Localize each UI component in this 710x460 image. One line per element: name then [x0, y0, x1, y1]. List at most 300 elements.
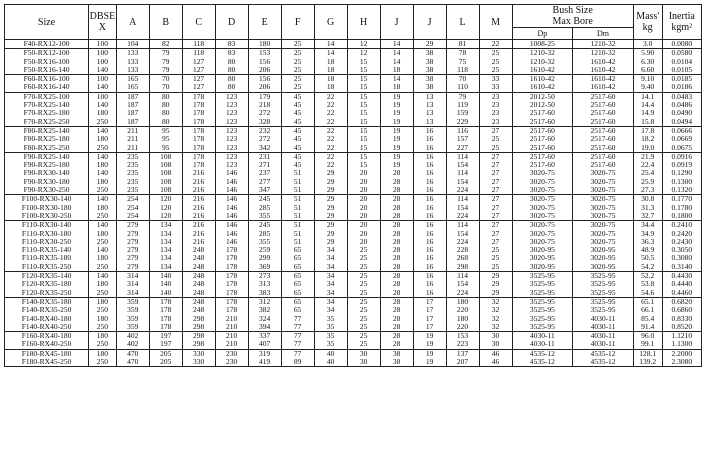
cell-value: 140	[96, 100, 109, 110]
value-cell	[573, 221, 634, 272]
cell-value: 4535-12	[590, 349, 616, 358]
size-cell	[5, 49, 89, 75]
cell-value: 369	[259, 261, 271, 271]
cell-value: 25	[491, 261, 500, 271]
cell-value: 140	[160, 287, 172, 297]
cell-value: 179	[259, 92, 271, 101]
cell-value: 133	[127, 64, 139, 74]
cell-value: 180	[96, 279, 109, 289]
cell-value: 15	[359, 108, 368, 118]
value-cell	[347, 297, 380, 331]
cell-value: 18	[326, 74, 335, 84]
cell-value: 134	[160, 261, 172, 271]
cell-value: 134	[160, 236, 172, 246]
cell-value: 3525-95	[529, 313, 555, 323]
cell-value: 20	[359, 185, 368, 195]
cell-value: 20	[359, 202, 368, 212]
cell-value: 96.0	[641, 331, 655, 341]
value-cell	[380, 195, 413, 221]
value-cell	[248, 152, 281, 194]
cell-value: F100-RX30-180	[21, 202, 72, 212]
value-cell	[479, 40, 512, 49]
cell-value: 100	[96, 74, 109, 84]
cell-value: 123	[226, 92, 238, 101]
cell-value: 77	[293, 321, 302, 331]
value-cell	[116, 75, 149, 93]
cell-value: F50-RX16-140	[23, 64, 70, 74]
cell-value: 3020-75	[529, 202, 555, 212]
cell-value: 54.6	[641, 287, 655, 297]
cell-value: 16	[425, 185, 434, 195]
value-cell	[413, 297, 446, 331]
cell-value: 180	[96, 108, 109, 118]
cell-value: 3525-95	[590, 297, 616, 306]
header-dbse-sub: X	[98, 22, 106, 33]
cell-value: 1610-42	[529, 64, 555, 74]
cell-value: 180	[96, 313, 109, 323]
cell-value: 154	[456, 202, 469, 212]
value-cell	[116, 272, 149, 298]
cell-value: 314	[127, 271, 139, 281]
cell-value: 1.1300	[671, 339, 693, 349]
cell-value: 140	[96, 245, 109, 255]
cell-value: 178	[226, 245, 238, 255]
cell-value: 134	[160, 253, 172, 263]
cell-value: 3020-75	[529, 220, 555, 230]
cell-value: 279	[127, 220, 139, 230]
cell-value: 46	[491, 349, 500, 358]
value-cell	[662, 40, 701, 49]
header-dm: Dm	[573, 28, 634, 40]
cell-value: 28	[392, 313, 401, 323]
cell-value: 32	[491, 313, 500, 323]
cell-value: F120-RX35-250	[21, 287, 72, 297]
cell-value: 45	[293, 152, 302, 161]
cell-value: 28	[392, 220, 401, 230]
cell-value: 248	[193, 245, 205, 255]
cell-value: 140	[96, 271, 109, 281]
cell-value: 79	[458, 92, 467, 101]
value-cell	[89, 297, 117, 331]
table-row-group	[5, 75, 702, 93]
cell-value: 120	[160, 202, 172, 212]
cell-value: 197	[160, 339, 172, 349]
cell-value: 30	[491, 331, 500, 341]
cell-value: F160-RX40-180	[21, 331, 72, 341]
cell-value: 154	[456, 228, 469, 238]
size-cell	[5, 297, 89, 331]
cell-value: 81	[458, 39, 467, 48]
cell-value: 3020-75	[529, 194, 555, 204]
cell-value: F70-RX25-180	[23, 108, 70, 118]
value-cell	[248, 221, 281, 272]
cell-value: 28	[392, 321, 401, 331]
cell-value: 146	[226, 185, 238, 195]
size-cell	[5, 332, 89, 350]
cell-value: 25	[491, 134, 500, 144]
cell-value: 140	[160, 279, 172, 289]
cell-value: 123	[226, 108, 238, 118]
cell-value: 298	[193, 331, 205, 341]
cell-value: 16	[425, 134, 434, 144]
cell-value: 35	[326, 331, 335, 341]
value-cell	[573, 49, 634, 75]
cell-value: 25	[359, 261, 368, 271]
cell-value: 51	[293, 210, 302, 220]
cell-value: 46	[491, 356, 500, 366]
cell-value: 25	[293, 82, 302, 92]
value-cell	[281, 221, 314, 272]
cell-value: 0.4430	[671, 271, 693, 281]
cell-value: 2517-60	[590, 116, 616, 126]
cell-value: 45	[293, 116, 302, 126]
cell-value: 178	[193, 92, 205, 101]
cell-value: 14	[392, 39, 401, 48]
cell-value: 3020-95	[590, 245, 616, 255]
cell-value: 187	[127, 108, 139, 118]
cell-value: 2517-60	[590, 100, 616, 110]
cell-value: 207	[456, 356, 469, 366]
cell-value: 36.3	[641, 236, 655, 246]
cell-value: 22	[326, 126, 335, 135]
cell-value: 178	[226, 253, 238, 263]
cell-value: F160-RX40-250	[21, 339, 72, 349]
cell-value: 178	[226, 261, 238, 271]
value-cell	[248, 75, 281, 93]
cell-value: 19	[392, 160, 401, 170]
cell-value: 25	[293, 74, 302, 84]
value-cell	[380, 49, 413, 75]
size-cell	[5, 75, 89, 93]
value-cell	[512, 272, 573, 298]
cell-value: 1610-42	[590, 56, 616, 66]
cell-value: 0.0666	[671, 126, 693, 135]
cell-value: 53.8	[641, 279, 655, 289]
cell-value: 123	[226, 134, 238, 144]
cell-value: 118	[193, 48, 205, 58]
cell-value: 140	[96, 168, 109, 178]
cell-value: 23	[491, 100, 500, 110]
cell-value: 30	[359, 349, 368, 358]
cell-value: 19	[392, 134, 401, 144]
cell-value: 27.3	[641, 185, 655, 195]
value-cell	[149, 221, 182, 272]
cell-value: F90-RX25-180	[23, 160, 70, 170]
cell-value: 123	[226, 116, 238, 126]
cell-value: 3020-75	[590, 176, 616, 186]
cell-value: 14	[326, 48, 335, 58]
cell-value: 25	[293, 56, 302, 66]
cell-value: 0.0185	[671, 74, 693, 84]
cell-value: 2517-60	[590, 126, 616, 135]
cell-value: 0.1320	[671, 185, 693, 195]
cell-value: 3020-75	[590, 185, 616, 195]
cell-value: 19	[392, 152, 401, 161]
value-cell	[479, 152, 512, 194]
cell-value: 29	[491, 287, 500, 297]
cell-value: 180	[259, 39, 271, 48]
size-cell	[5, 272, 89, 298]
cell-value: 2517-60	[590, 152, 616, 161]
cell-value: 153	[456, 331, 469, 341]
cell-value: 178	[226, 287, 238, 297]
cell-value: 22	[326, 134, 335, 144]
cell-value: 20	[359, 194, 368, 204]
cell-value: 250	[96, 321, 109, 331]
table-row-group	[5, 349, 702, 367]
value-cell	[446, 92, 479, 126]
cell-value: 2517-60	[529, 152, 555, 161]
cell-value: 16	[425, 160, 434, 170]
table-row-group	[5, 49, 702, 75]
cell-value: 14	[326, 39, 335, 48]
cell-value: 16	[425, 142, 434, 152]
cell-value: 248	[193, 305, 205, 315]
value-cell	[281, 75, 314, 93]
table-row-group	[5, 332, 702, 350]
cell-value: 2517-60	[529, 160, 555, 170]
cell-value: 25.4	[641, 168, 655, 178]
cell-value: 20	[359, 168, 368, 178]
cell-value: 108	[160, 185, 172, 195]
cell-value: F50-RX16-100	[23, 56, 70, 66]
cell-value: 51	[293, 176, 302, 186]
cell-value: 30	[359, 356, 368, 366]
value-cell	[116, 195, 149, 221]
cell-value: 224	[456, 287, 469, 297]
value-cell	[281, 92, 314, 126]
cell-value: 28	[392, 228, 401, 238]
value-cell	[116, 152, 149, 194]
cell-value: 80	[227, 74, 236, 84]
cell-value: 66.1	[641, 305, 655, 315]
cell-value: 18	[326, 82, 335, 92]
cell-value: 273	[259, 271, 271, 281]
cell-value: 0.8520	[671, 321, 693, 331]
cell-value: 40	[326, 356, 335, 366]
cell-value: 77	[293, 331, 302, 341]
cell-value: 16	[425, 245, 434, 255]
cell-value: 128.1	[639, 349, 657, 358]
value-cell	[413, 272, 446, 298]
cell-value: 1610-42	[529, 74, 555, 84]
value-cell	[182, 195, 215, 221]
value-cell	[215, 272, 248, 298]
cell-value: 14.4	[641, 100, 655, 110]
cell-value: 1008-25	[529, 39, 555, 48]
cell-value: 146	[226, 176, 238, 186]
cell-value: 25	[491, 245, 500, 255]
cell-value: 80	[161, 108, 170, 118]
header-inertia-label: Inertia	[668, 11, 695, 22]
cell-value: 33	[491, 74, 500, 84]
cell-value: 137	[456, 349, 469, 358]
cell-value: 16	[425, 168, 434, 178]
cell-value: 1610-42	[529, 82, 555, 92]
cell-value: 127	[193, 56, 205, 66]
cell-value: 277	[259, 176, 271, 186]
cell-value: 25	[491, 253, 500, 263]
header-col-a: A	[116, 5, 149, 40]
cell-value: 254	[127, 202, 139, 212]
cell-value: 0.3080	[671, 253, 693, 263]
cell-value: F180-RX45-250	[21, 356, 72, 366]
cell-value: 4535-12	[529, 349, 555, 358]
cell-value: 235	[127, 176, 139, 186]
value-cell	[380, 297, 413, 331]
cell-value: 27	[491, 185, 500, 195]
cell-value: 65	[293, 305, 302, 315]
cell-value: F140-RX35-250	[21, 305, 72, 315]
cell-value: 3.0	[642, 39, 653, 48]
cell-value: 268	[456, 253, 469, 263]
cell-value: 23	[491, 92, 500, 101]
cell-value: 29	[326, 228, 335, 238]
cell-value: 32	[491, 297, 500, 306]
cell-value: 15	[359, 134, 368, 144]
value-cell	[347, 126, 380, 152]
cell-value: 15	[359, 142, 368, 152]
value-cell	[248, 297, 281, 331]
cell-value: 38	[425, 74, 434, 84]
value-cell	[314, 195, 347, 221]
cell-value: 220	[456, 321, 469, 331]
value-cell	[479, 75, 512, 93]
cell-value: 65	[293, 253, 302, 263]
header-dbse	[89, 5, 117, 40]
cell-value: 4030-11	[590, 313, 616, 323]
table-row-group	[5, 92, 702, 126]
cell-value: 279	[127, 245, 139, 255]
cell-value: 248	[193, 261, 205, 271]
cell-value: 0.1290	[671, 168, 693, 178]
cell-value: 100	[96, 39, 109, 48]
value-cell	[314, 75, 347, 93]
cell-value: 25	[293, 48, 302, 58]
value-cell	[479, 195, 512, 221]
cell-value: 154	[456, 279, 469, 289]
cell-value: 250	[96, 116, 109, 126]
cell-value: 28	[392, 176, 401, 186]
cell-value: 28	[392, 305, 401, 315]
cell-value: 45	[293, 126, 302, 135]
cell-value: 140	[96, 126, 109, 135]
value-cell	[149, 297, 182, 331]
cell-value: 22	[326, 100, 335, 110]
cell-value: 45	[293, 100, 302, 110]
cell-value: 27	[491, 176, 500, 186]
value-cell	[446, 272, 479, 298]
cell-value: 216	[193, 194, 205, 204]
cell-value: 16	[425, 210, 434, 220]
value-cell	[662, 195, 701, 221]
cell-value: 3020-95	[529, 261, 555, 271]
cell-value: 146	[226, 202, 238, 212]
cell-value: 4535-12	[529, 356, 555, 366]
cell-value: 108	[160, 176, 172, 186]
cell-value: 0.8330	[671, 313, 693, 323]
value-cell	[446, 126, 479, 152]
cell-value: 9.10	[641, 74, 655, 84]
cell-value: 114	[457, 271, 469, 281]
cell-value: 3020-75	[590, 220, 616, 230]
value-cell	[633, 40, 662, 49]
cell-value: 298	[193, 313, 205, 323]
value-cell	[446, 40, 479, 49]
cell-value: 5.90	[641, 48, 655, 58]
value-cell	[89, 272, 117, 298]
cell-value: 38	[425, 56, 434, 66]
cell-value: 123	[226, 100, 238, 110]
cell-value: 38	[425, 82, 434, 92]
header-col-m: M	[479, 5, 512, 40]
cell-value: 245	[259, 194, 271, 204]
cell-value: 235	[127, 160, 139, 170]
value-cell	[182, 221, 215, 272]
cell-value: F80-RX25-180	[23, 134, 70, 144]
cell-value: 224	[456, 236, 469, 246]
value-cell	[633, 297, 662, 331]
cell-value: 134	[160, 220, 172, 230]
cell-value: 23	[491, 108, 500, 118]
cell-value: 15	[359, 100, 368, 110]
cell-value: 180	[96, 134, 109, 144]
cell-value: 80	[227, 64, 236, 74]
cell-value: 34	[326, 297, 335, 306]
cell-value: 3525-95	[529, 321, 555, 331]
cell-value: 83	[227, 48, 236, 58]
cell-value: 29	[326, 236, 335, 246]
value-cell	[479, 221, 512, 272]
value-cell	[248, 40, 281, 49]
value-cell	[89, 332, 117, 350]
cell-value: 178	[160, 321, 172, 331]
cell-value: 2517-60	[529, 142, 555, 152]
value-cell	[281, 49, 314, 75]
cell-value: 15.8	[641, 116, 655, 126]
value-cell	[662, 221, 701, 272]
value-cell	[662, 49, 701, 75]
cell-value: 28	[392, 202, 401, 212]
cell-value: 180	[96, 160, 109, 170]
value-cell	[380, 40, 413, 49]
cell-value: 22.4	[641, 160, 655, 170]
cell-value: F70-RX25-140	[23, 100, 70, 110]
cell-value: 25	[359, 279, 368, 289]
table-row-group	[5, 221, 702, 272]
cell-value: 0.1770	[671, 194, 693, 204]
cell-value: 65	[293, 279, 302, 289]
value-cell	[215, 221, 248, 272]
cell-value: F140-RX40-250	[21, 321, 72, 331]
cell-value: 16	[425, 176, 434, 186]
value-cell	[116, 221, 149, 272]
cell-value: 140	[96, 64, 109, 74]
cell-value: 28	[392, 279, 401, 289]
cell-value: 34	[326, 279, 335, 289]
value-cell	[380, 221, 413, 272]
cell-value: 419	[259, 356, 271, 366]
cell-value: 3020-75	[590, 202, 616, 212]
cell-value: 4030-11	[529, 339, 555, 349]
cell-value: 250	[96, 356, 109, 366]
value-cell	[347, 49, 380, 75]
cell-value: 206	[259, 64, 271, 74]
value-cell	[512, 349, 573, 367]
cell-value: 28	[392, 236, 401, 246]
value-cell	[413, 92, 446, 126]
cell-value: 279	[127, 228, 139, 238]
